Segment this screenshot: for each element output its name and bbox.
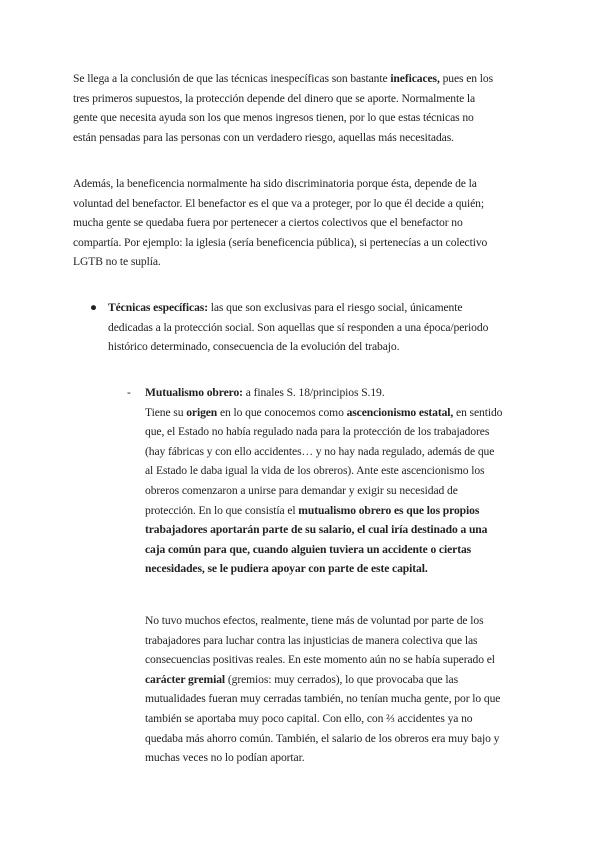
text-span: las que son exclusivas para el riesgo social, únicamente: [207, 301, 463, 314]
paragraph-ineficaces: [73, 69, 543, 147]
text-line: [145, 403, 550, 423]
text-line: gente que necesita ayuda son los que menos ingresos tienen, por lo que estas técnicas no: [73, 111, 474, 125]
paragraph-efectos: [145, 611, 550, 768]
text-line: al Estado le daba igual la vida de los obreros). Ante este ascencionismo los: [145, 464, 485, 478]
text-span: pues en los: [439, 72, 493, 85]
bold-term-mutualismo: Mutualismo obrero:: [145, 386, 243, 399]
text-line: [145, 559, 550, 579]
text-line: dedicadas a la protección social. Son aquellas que sí responden a una época/periodo: [108, 320, 489, 334]
bold-term-caracter-gremial: carácter gremial: [145, 672, 226, 686]
text-line: también se aportaba muy poco capital. Con ello, con ⅔ accidentes ya no: [145, 711, 473, 725]
text-span: en lo que conocemos como: [217, 405, 347, 419]
text-span: Se llega a la conclusión de que las técnicas inespecíficas son bastante: [73, 72, 391, 85]
text-line: [108, 298, 548, 318]
text-line: mucha gente se quedaba fuera por pertenecer a ciertos colectivos que el benefactor no: [73, 216, 463, 230]
text-line: muchas veces no lo podían aportar.: [145, 751, 305, 765]
sub-item-mutualismo-obrero: [145, 383, 550, 579]
text-line: histórico determinado, consecuencia de la evolución del trabajo.: [108, 340, 400, 354]
text-line: están pensadas para las personas con un verdadero riesgo, aquellas más necesitadas.: [73, 130, 454, 144]
bullet-marker: ●: [90, 301, 98, 314]
bold-term-ascencionismo: ascencionismo estatal,: [346, 405, 454, 419]
text-line: que, el Estado no había regulado nada para la protección de los trabajadores: [145, 425, 490, 439]
text-line: trabajadores para luchar contra las injusticias de manera colectiva que las: [145, 633, 478, 647]
text-line: [145, 520, 550, 540]
text-line: [145, 540, 550, 560]
bold-term-origen: origen: [186, 405, 218, 419]
text-span: protección. En lo que consistía el: [145, 503, 299, 517]
text-line: No tuvo muchos efectos, realmente, tiene más de voluntad por parte de los: [145, 614, 484, 627]
text-line: (hay fábricas y con ello accidentes… y no hay nada regulado, además de que: [145, 444, 495, 458]
bold-text: necesidades, se le pudiera apoyar con parte de este capital.: [145, 562, 428, 576]
text-line: compartía. Por ejemplo: la iglesia (sería beneficencia pública), si pertenecías a un colectivo: [73, 235, 488, 249]
dash-marker: -: [127, 386, 131, 399]
bold-term-ineficaces: ineficaces,: [390, 72, 440, 85]
text-line: obreros comenzaron a unirse para demandar y exigir su necesidad de: [145, 483, 458, 497]
text-line: mutualidades fueran muy cerradas también, no tenían mucha gente, por lo que: [145, 692, 501, 706]
bold-text: mutualismo obrero es que los propios: [298, 503, 480, 517]
text-line: LGTB no te suplía.: [73, 255, 161, 269]
bold-term-tecnicas: Técnicas específicas:: [108, 301, 208, 314]
text-span: (gremios: muy cerrados), lo que provocaba que las: [225, 672, 458, 686]
text-line: Además, la beneficencia normalmente ha sido discriminatoria porque ésta, depende de la: [73, 177, 477, 190]
text-line: tres primeros supuestos, la protección depende del dinero que se aporte. Normalmente la: [73, 91, 476, 105]
text-span: a finales S. 18/principios S.19.: [242, 386, 385, 399]
bullet-tecnicas-especificas: [108, 298, 548, 357]
text-line: [145, 383, 550, 403]
bold-text: trabajadores aportarán parte de su salario, el cual iría destinado a una: [145, 523, 488, 537]
text-line: quedaba más ahorro común. También, el salario de los obreros era muy bajo y: [145, 731, 500, 745]
text-line: [145, 670, 550, 690]
text-line: voluntad del benefactor. El benefactor es el que va a proteger, por lo que él decide a quién;: [73, 196, 484, 210]
bold-text: caja común para que, cuando alguien tuviera un accidente o ciertas: [145, 542, 472, 556]
text-line: consecuencias positivas reales. En este momento aún no se había superado el: [145, 653, 495, 667]
text-span: en sentido: [453, 405, 503, 419]
paragraph-beneficencia: [73, 174, 543, 272]
text-line: [73, 69, 543, 89]
text-line: [145, 501, 550, 521]
text-span: Tiene su: [145, 405, 187, 419]
